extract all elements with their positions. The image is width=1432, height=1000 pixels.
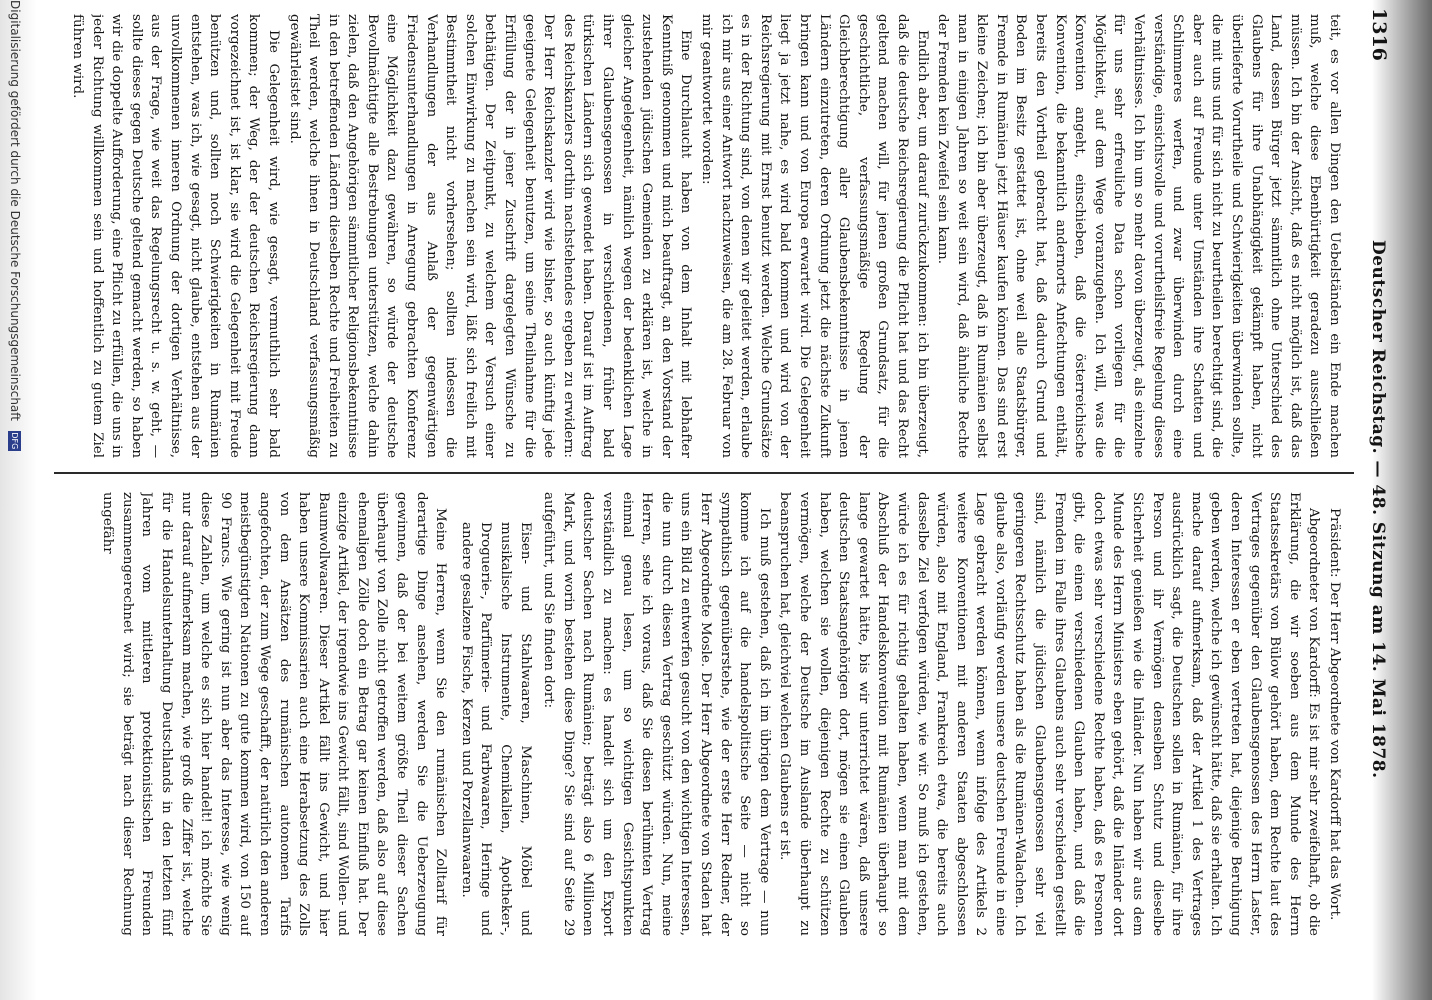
left-paragraph: teit, es vor allen Dingen den Uebelständen ein Ende machen muß, welche diese Ebenbürtigkeit geradezu ausschließen müssen. Ich bin der Ansicht, daß es nicht möglich ist, daß das Land, dessen Bürger jetzt sämmtlich ohne Unterschied des Glaubens für ihre Unabhängigkeit gekämpft haben, nicht überlieferte Vorurtheile und Schwierigkeiten überwinden sollte, die mit uns und für sich nicht zu beurtheilen berechtigt sind, die aber auch auf Freunde unter Umständen ihre Schatten und Schlimmeres werfen, und zwar überwinden durch eine verständige, einsichtsvolle und vorurtheilsfreie Regelung dieses Verhältnisses. Ich bin um so mehr davon überzeugt, als einzelne für uns sehr erfreuliche Data schon vorliegen für die Möglichkeit, auf dem Wege voranzugehen. Ich will, was die Konvention angeht, einschieben, daß die österreichische Konvention, die bekanntlich andernorts Anfechtungen enthält, bereits den Vortheil gebracht hat, daß dadurch Grund und Boden im Besitz gestattet ist, ohne weil alle Staatsbürger, Fremde in Rumänien jetzt Häuser kaufen können. Das sind erst kleine Zeichen; ich bin aber überzeugt, daß in Rumänien selbst man in einigen Jahren so weit sein wird, daß ähnliche Rechte der Fremden kein Zweifel sein kann. [935,14,1342,458]
right-paragraph: Abgeordneter von Kardorff: Es ist mir sehr zweifelhaft, ob die Erklärung, die wir soeben aus dem Munde des Herrn Staatssekretärs von Bülow gehört haben, dem Rechte laut des Vertrages gegenüber den Glaubensgenossen des Herrn Laster, deren Interessen er eben vertreten hat, diejenige Beruhigung geben werden, welche ich gewünscht hätte, daß sie erhalten. Ich mache darauf aufmerksam, daß der Artikel 1 des Vertrages ausdrücklich sagt, die Deutschen sollen in Rumänien, für ihre Person und ihr Vermögen denselben Schutz und dieselbe Sicherheit genießen wie die Inländer. Nun haben wir aus dem Munde des Herrn Ministers eben gehört, daß die Inländer dort doch etwas sehr verschiedene Rechte haben, daß es Personen gibt, die einen verschiedenen Glauben haben, und daß die Fremden im Falle ihres Glaubens auch sehr verschieden gestellt sind, nämlich die jüdischen Glaubensgenossen sehr viel geringeren Rechtsschutz haben als die Rumänen-Walachen. Ich glaube also, vorläufig werden unsere deutschen Freunde in eine Lage gebracht werden können, wenn infolge des Artikels 2 weitere Konventionen mit anderen Staaten abgeschlossen würden, also mit England, Frankreich etwa, die bereits auch dasselbe Ziel verfolgen würden, wie wir. So muß ich gestehen, würde ich es für richtig gehalten haben, wenn man mit dem Abschluß der Handelskonvention mit Rumänien überhaupt so lange gewartet hätte, bis wir unterrichtet wären, daß unsere deutschen Staatsangehörigen dort, mögen sie einen Glauben haben, welchen sie wollen, diejenigen Rechte zu schützen vermögen, welche der Deutsche im Auslande überhaupt zu beanspruchen hat, gleichviel welchen Glaubens er ist. [777,492,1322,936]
right-paragraph: Meine Herren, wenn Sie den rumänischen Zolltarif für derartige Dinge ansehen, werden Sie die Ueberzeugung gewinnen, daß der bei weitem größte Theil dieser Sachen überhaupt von Zolle nicht getroffen werden, daß also auf diese ehemaligen Zölle doch ein Betrag gar keinen Einfluß hat. Der einzige Artikel, der irgendwie ins Gewicht fällt, sind Wollen- und Baumwollwaaren. Dieser Artikel fällt ins Gewicht, und hier haben unsere Kommissarien auch eine Herabsetzung des Zolls von dem Ansätzen des rumänischen autonomen Tarifs angefochten, der zum Wege geschafft, der natürlich den anderen meistbegünstigten Nationen zu gute kommen wird, von 150 auf 90 Francs. Wie gering ist nun aber das Interesse, wie wenig diese Zahlen, um welche es sich hier handelt! ich möchte Sie nur darauf aufmerksam machen, wie groß die Ziffer ist, welche für die Handelsunterhaltung Deutschlands in den letzten fünf Jahren vom mittleren protektionistischen Freunden zusammengerechnet wird; sie beträgt nach dieser Rechnung ungefähr [100,492,449,936]
page-header [1362,0,1392,1000]
digitization-note: Digitalisierung gefördert durch die Deutsche Forschungsgemeinschaft [8,0,22,422]
page-number: 1316 [1368,8,1390,61]
left-paragraph: Eine Durchlaucht haben von dem Inhalt mit lebhafter Kenntniß genommen und mich beauftragt, an den Vorstand der zustehenden jüdischen Gemeinden zu erklären ist, welche in gleicher Angelegenheit, nämlich wegen der bedenklichen Lage ihrer Glaubensgenossen in verschiedenen, früher bald türkischen Ländern sich gewendet haben. Darauf ist im Auftrag des Reichskanzlers dorthin nachstehendes ergeben zu erwidern: Der Herr Reichskanzler wird wie bisher, so auch künftig jede geeignete Gelegenheit benutzen, um seine Theilnahme für die Erfüllung der in jener Zuschrift dargelegten Wünsche zu bethätigen. Der Zeitpunkt, zu welchem der Versuch einer solchen Einwirkung zu machen sein wird, läßt sich freilich mit Bestimmtheit nicht vorhersehen; sollten indessen die Verhandlungen der aus Anlaß der gegenwärtigen Friedensunterhandlungen in Anregung gebrachten Konferenz eine Möglichkeit dazu gewähren, so würde der deutsche Bevollmächtigte alle Bestrebungen unterstützen, welche dahin zielen, daß den Angehörigen sämmtlicher Religionsbekenntnisse in den betreffenden Ländern dieselben Rechte und Freiheiten zu Theil werden, welche ihnen in Deutschland verfassungsmäßig gewährleistet sind. [286,14,694,458]
dfg-logo-icon: DFG [10,432,19,450]
left-paragraph: Die Gelegenheit wird, wie gesagt, vermuthlich sehr bald kommen; der Weg, der der deutschen Reichsregierung dann vorgezeichnet ist, ist klar, sie wird die Gelegenheit mit Freude benützen und, sollten noch Schwierigkeiten in Rumänien entstehen, was ich, wie gesagt, nicht glaube, entstehen aus der unvollkommenen inneren Ordnung der dortigen Verhältnisse, aus der Frage, wie weit das Regelungsrecht u. s. w. geht, — sollte dieses gegen Deutsche geltend gemacht werden, so haben wir die doppelte Aufforderung, eine Pflicht zu erfüllen, die uns in jeder Richtung willkommen sein und hoffentlich zu gutem Ziel führen wird. [70,14,281,458]
right-paragraph: Präsident: Der Herr Abgeordnete von Kardorff hat das Wort. [1327,508,1342,921]
column-divider [54,472,1354,474]
right-text-column [54,492,1344,936]
goods-list: Eisen- und Stahlwaaren, Maschinen, Möbel und musikalische Instrumente, Chemikalien, Apotheker-, Droguerie-, Parfümerie- und Farbwaaren, Heringe und andere gesalzene Fische, Kerzen und Porzellanwaaren. [458,522,533,936]
header-title: Deutscher Reichstag. — 48. Sitzung am 14. Mai 1878. [1368,240,1388,779]
digitization-footer [8,0,22,1000]
left-text-column [54,14,1344,458]
left-paragraph: Endlich aber, um darauf zurückzukommen: ich bin überzeugt, daß die deutsche Reichsregierung die Pflicht hat und das Recht geltend machen will, für jenen großen Grundsatz, für die geschichtliche, verfassungsmäßige Regelung der Gleichberechtigung aller Glaubensbekenntnisse in jenen Ländern einzutreten, deren Ordnung jetzt die nächste Zukunft bringen kann und von Europa erwartet wird. Die Gelegenheit liegt ja jetzt nahe, es wird bald kommen und wird von der Reichsregierung mit Ernst benutzt werden. Welche Grundsätze es in der Richtung sind, von denen wir geleitet werden, erlaube ich mir aus einer Antwort nachzuweisen, die am 28. Februar von mir geantwortet worden: [699,14,930,458]
right-paragraph: Ich muß gestehen, daß ich im übrigen dem Vertrage — nun komme ich auf die handelspolitische Seite — nicht so sympathisch gegenüberstehe, wie der erste Herr Redner, der Herr Abgeordnete Mosle. Der Herr Abgeordnete von Staden hat uns ein Bild zu entwerfen gesucht von den wichtigen Interessen, die nun durch diesen Vertrag geschützt würden. Nun, meine Herren, sehe ich voraus, daß Sie diesen berühmten Vertrag einmal genau lesen, um so wichtigen Gesichtspunkten verständlich zu machen: es handelt sich um den Export deutscher Sachen nach Rumänien; beträgt also 6 Millionen Mark, und worin bestehen diese Dinge? Sie sind auf Seite 29 aufgeführt, und Sie finden dort: [541,492,772,936]
